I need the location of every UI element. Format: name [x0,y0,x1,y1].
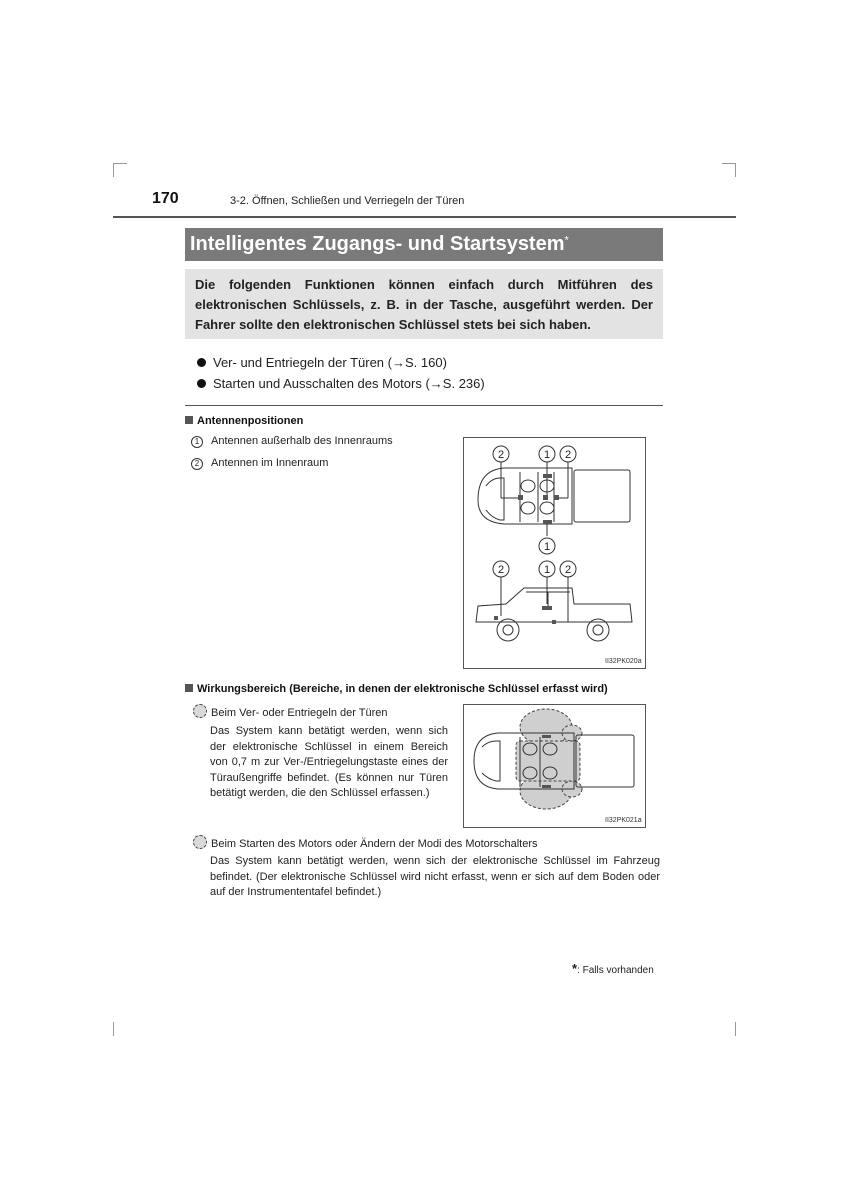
arrow-icon: → [429,376,443,391]
section-title: Intelligentes Zugangs- und Startsystem [190,233,565,255]
page-number: 170 [152,190,179,207]
bullet-dot-icon [197,379,206,388]
range-item-title: Beim Starten des Motors oder Ändern der Modi des Motorschalters [193,835,537,850]
circled-number-icon: 2 [191,458,203,470]
range-heading: Wirkungsbereich (Bereiche, in denen der elektronische Schlüssel erfasst wird) [185,683,608,695]
range-item-title: Beim Ver- oder Entriegeln der Türen [193,704,388,719]
antenna-item: 2 Antennen im Innenraum [191,457,328,470]
square-bullet-icon [185,684,193,692]
crop-mark-top-left-h [113,163,127,164]
figure-label: II32PK021a [605,817,642,824]
section-divider [185,405,663,406]
bullet-item: Starten und Ausschalten des Motors (→S. 236) [197,376,485,391]
callout-number: 2 [564,449,572,461]
detection-range-figure [463,704,646,828]
figure-label: II32PK020a [605,658,642,665]
header-rule [113,216,736,218]
range-area-icon [193,835,207,849]
crop-mark-top-left-v [113,163,114,177]
callout-number: 2 [497,449,505,461]
crop-mark-bottom-right [735,1022,736,1036]
title-footnote-mark: * [564,234,569,247]
circled-number-icon: 1 [191,436,203,448]
callout-number: 2 [564,564,572,576]
callout-number: 1 [543,449,551,461]
antenna-position-figure [463,437,646,669]
intro-box: Die folgenden Funktionen können einfach durch Mitführen des elektronischen Schlüssels, z. B. in der Tasche, ausgeführt werden. Der Fahrer sollte den elektronischen Schlüssel stets bei sich haben. [185,269,663,339]
footnote-mark: * [572,961,578,976]
antennas-heading: Antennenpositionen [185,415,303,427]
callout-number: 1 [543,541,551,553]
footnote: *: Falls vorhanden [572,961,654,976]
callout-number: 1 [543,564,551,576]
page-reference[interactable]: S. 160) [404,355,447,370]
range-area-icon [193,704,207,718]
chapter-title: 3-2. Öffnen, Schließen und Verriegeln der Türen [230,195,465,207]
callout-number: 2 [497,564,505,576]
square-bullet-icon [185,416,193,424]
bullet-item: Ver- und Entriegeln der Türen (→S. 160) [197,355,447,370]
bullet-dot-icon [197,358,206,367]
arrow-icon: → [391,355,405,370]
crop-mark-bottom-left [113,1022,114,1036]
section-title-bar [185,228,663,261]
range-item-description: Das System kann betätigt werden, wenn sich der elektronische Schlüssel im Fahrzeug befindet. (Der elektronische Schlüssel wird nicht erfasst, wenn er sich auf dem Boden oder auf der Instrumententafel befindet.) [210,855,660,898]
range-item-description: Das System kann betätigt werden, wenn sich der elektronische Schlüssel in einem Bereich von 0,7 m zur Ver-/Entriegelungstaste eines der Türaußengriffe befindet. (Es können nur Türen betätigt werden, die den Schlüssel erfassen.) [210,725,448,799]
crop-mark-top-right-v [735,163,736,177]
page-reference[interactable]: S. 236) [442,376,485,391]
crop-mark-top-right-h [722,163,736,164]
antenna-item: 1 Antennen außerhalb des Innenraums [191,435,393,448]
truck-range-illustration [464,705,645,827]
truck-antenna-illustration [464,438,645,668]
